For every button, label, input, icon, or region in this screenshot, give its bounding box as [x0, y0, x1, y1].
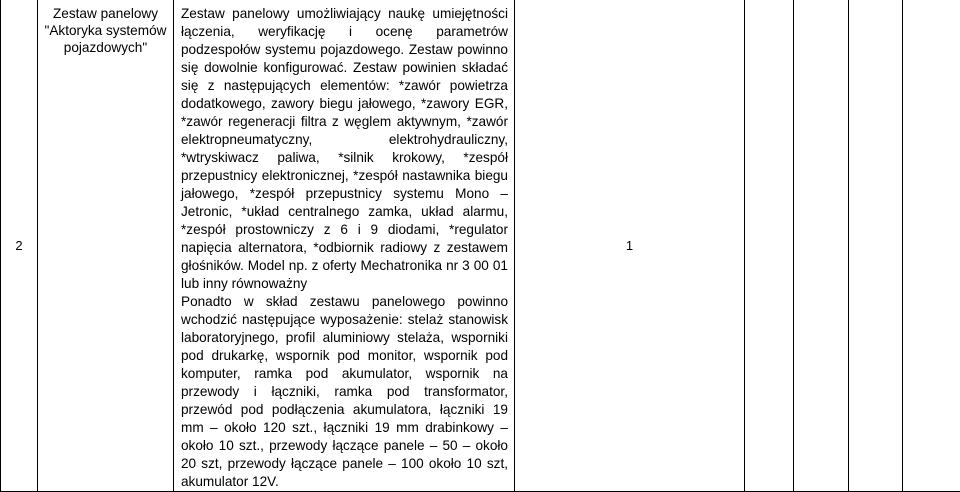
quantity-cell: [515, 0, 745, 492]
empty-cell: [849, 0, 903, 492]
description-paragraph: Ponadto w skład zestawu panelowego powinno wchodzić następujące wyposażenie: stelaż stanowisk laboratoryjnego, profil aluminiowy stelaża, wsporniki pod drukarkę, wspornik pod monitor, wspornik pod komputer, ramka pod akumulator, wspornik na przewody i łączniki, ramka pod transformator, przewód pod podłączenia akumulatora, łączniki 19 mm – około 120 szt., łączniki 19 mm drabinkowy – około 10 szt., przewody łączące panele – 50 – około 20 szt, przewody łączące panele – 100 około 10 szt, akumulator 12V.: [181, 293, 508, 491]
row-number: 2: [15, 238, 22, 253]
empty-cell: [903, 0, 960, 492]
empty-cell: [745, 0, 794, 492]
item-description-cell: [174, 0, 515, 492]
item-name-line: "Aktoryka systemów: [38, 22, 173, 39]
item-name-cell: [38, 0, 174, 492]
quantity-value: 1: [626, 238, 633, 253]
empty-cell: [794, 0, 849, 492]
item-name-line: pojazdowych": [38, 39, 173, 56]
description-paragraph: Zestaw panelowy umożliwiający naukę umiejętności łączenia, weryfikację i ocenę parametrów podzespołów systemu pojazdowego. Zestaw powinno się dowolnie konfigurować. Zestaw powinien składać się z następujących elementów: *zawór powietrza dodatkowego, zawory biegu jałowego, *zawory EGR, *zawór regeneracji filtra z węglem aktywnym, *zawór elektropneumatyczny, elektrohydrauliczny, *wtryskiwacz paliwa, *silnik krokowy, *zespół przepustnicy elektronicznej, *zespół nastawnika biegu jałowego, *zespół przepustnicy systemu Mono – Jetronic, *układ centralnego zamka, układ alarmu, *zespół prostowniczy z 6 i 9 diodami, *regulator napięcia alternatora, *odbiornik radiowy z zestawem głośników. Model np. z oferty Mechatronika nr 3 00 01 lub inny równoważny: [181, 5, 508, 293]
item-name-line: Zestaw panelowy: [38, 5, 173, 22]
row-number-cell: [1, 0, 38, 492]
table-row: [1, 0, 960, 492]
